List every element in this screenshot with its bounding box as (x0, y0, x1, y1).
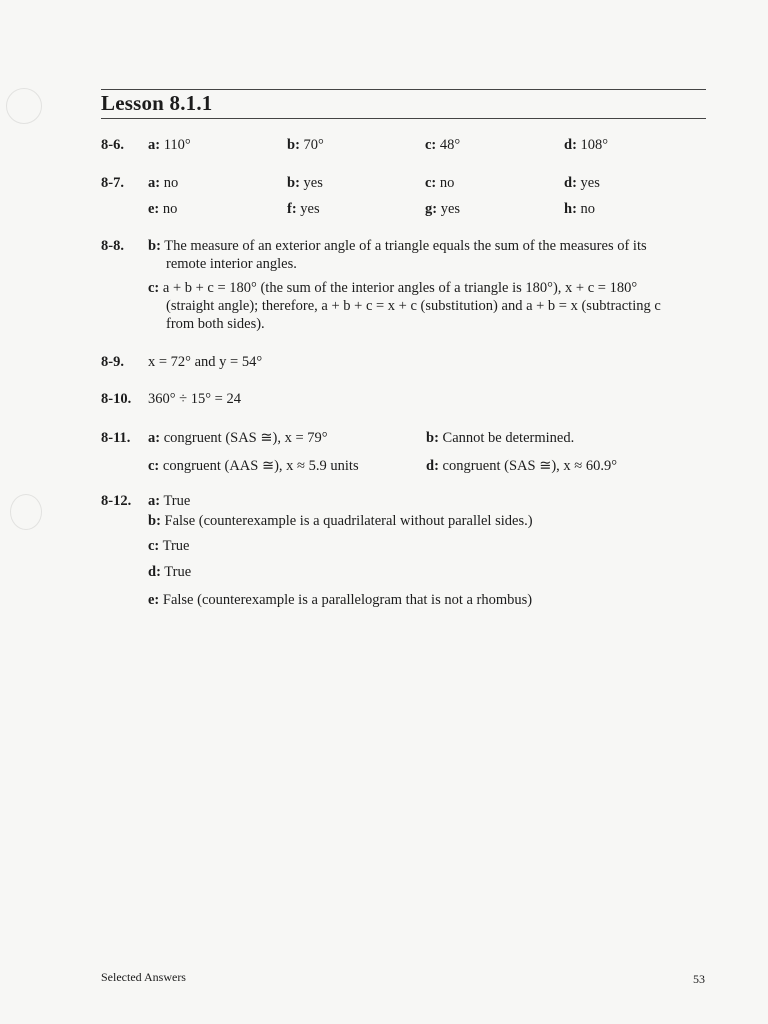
answer-d: d: congruent (SAS ≅), x ≈ 60.9° (426, 458, 618, 474)
top-rule (101, 89, 706, 90)
problem-number: 8-10. (101, 391, 132, 407)
page-number: 53 (693, 972, 705, 986)
problem-8-12-row-b (101, 511, 711, 531)
answer-e: e: no (148, 201, 178, 217)
problem-number: 8-6. (101, 137, 124, 153)
answer-c-paragraph: c: a + b + c = 180° (the sum of the interior angles of a triangle is 180°), x + c = 180° (straight angle); therefore, a + b + c = x + c (substitution) and a + b = x (subtracting c from both sides). (148, 280, 661, 332)
problem-8-7-row1 (101, 173, 711, 193)
problem-8-11-row1 (101, 428, 711, 448)
answer-e: e: False (counterexample is a parallelogram that is not a rhombus) (148, 592, 533, 608)
answer-d: d: 108° (564, 137, 609, 153)
answer-f: f: yes (287, 201, 320, 217)
answer-b: b: False (counterexample is a quadrilateral without parallel sides.) (148, 513, 533, 529)
answer-b: b: Cannot be determined. (426, 430, 575, 446)
problem-8-12-row-d (101, 562, 711, 582)
answer-b: b: yes (287, 175, 323, 191)
answer-d: d: True (148, 564, 192, 580)
answer-b-paragraph: b: The measure of an exterior angle of a triangle equals the sum of the measures of its remote interior angles. (148, 238, 647, 272)
problem-8-7-row2 (101, 199, 711, 219)
binder-hole-middle (10, 494, 42, 530)
answer-text: x = 72° and y = 54° (148, 354, 263, 370)
problem-8-12-row-c (101, 536, 711, 556)
answer-c: c: congruent (AAS ≅), x ≈ 5.9 units (148, 458, 359, 474)
answer-g: g: yes (425, 201, 461, 217)
problem-number: 8-11. (101, 430, 131, 446)
problem-number: 8-9. (101, 354, 124, 370)
answer-c: c: True (148, 538, 190, 554)
answer-d: d: yes (564, 175, 600, 191)
problem-8-12-row-a (101, 491, 711, 511)
answer-h: h: no (564, 201, 596, 217)
lesson-title: Lesson 8.1.1 (101, 91, 213, 115)
problem-8-12-row-e (101, 590, 711, 610)
problem-8-9 (101, 352, 711, 372)
footer-section-label: Selected Answers (101, 970, 186, 984)
answer-a: a: congruent (SAS ≅), x = 79° (148, 430, 328, 446)
answer-b: b: 70° (287, 137, 324, 153)
title-underline (101, 118, 706, 119)
problem-8-11-row2 (101, 456, 711, 476)
problem-number: 8-12. (101, 493, 132, 509)
answer-text: 360° ÷ 15° = 24 (148, 391, 241, 407)
problem-8-6 (101, 135, 711, 155)
answer-c: c: 48° (425, 137, 461, 153)
answer-a: a: True (148, 493, 191, 509)
problem-number: 8-7. (101, 175, 124, 191)
answer-c: c: no (425, 175, 455, 191)
binder-hole-top (6, 88, 42, 124)
problem-8-10 (101, 389, 711, 409)
answer-a: a: no (148, 175, 179, 191)
problem-number: 8-8. (101, 238, 124, 254)
answer-a: a: 110° (148, 137, 191, 153)
